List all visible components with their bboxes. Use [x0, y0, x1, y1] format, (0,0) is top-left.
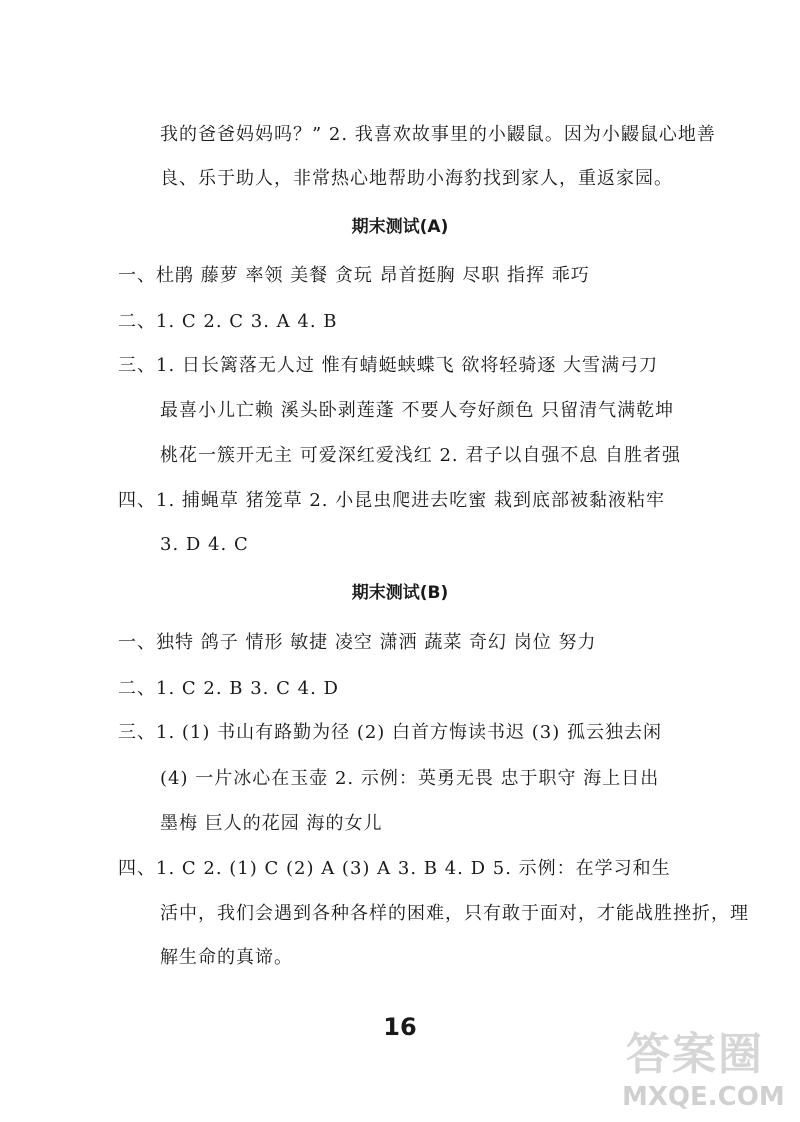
section-b-q4-line2: 活中，我们会遇到各种各样的困难，只有敢于面对，才能战胜挫折，理 — [160, 903, 749, 924]
site-watermark — [622, 1030, 794, 1116]
continued-line-2: 良、乐于助人，非常热心地帮助小海豹找到家人，重返家园。 — [160, 168, 673, 189]
page-number: 16 — [383, 1013, 417, 1041]
section-a-q4-line2: 3. D 4. C — [160, 534, 249, 555]
section-a-q3-line2: 最喜小儿亡赖 溪头卧剥莲蓬 不要人夸好颜色 只留清气满乾坤 — [160, 400, 675, 421]
continued-line-1: 我的爸爸妈妈吗？” 2. 我喜欢故事里的小鼹鼠。因为小鼹鼠心地善 — [160, 124, 716, 145]
section-a-q3-line3: 桃花一簇开无主 可爱深红爱浅红 2. 君子以自强不息 自胜者强 — [160, 445, 682, 466]
section-b-q4-line1: 四、1. C 2. (1) C (2) A (3) A 3. B 4. D 5. 示例：在学习和生 — [118, 858, 671, 879]
watermark-url: MXQE.COM — [622, 1082, 785, 1112]
section-b-q2: 二、1. C 2. B 3. C 4. D — [118, 678, 339, 699]
section-a-q1: 一、杜鹃 藤萝 率领 美餐 贪玩 昂首挺胸 尽职 指挥 乖巧 — [118, 265, 590, 286]
section-b-q4-line3: 解生命的真谛。 — [160, 947, 293, 968]
section-title-b: 期末测试(B) — [351, 583, 449, 603]
section-a-q3-line1: 三、1. 日长篱落无人过 惟有蜻蜓蛱蝶飞 欲将轻骑逐 大雪满弓刀 — [118, 355, 659, 376]
section-a-q2: 二、1. C 2. C 3. A 4. B — [118, 311, 338, 332]
section-title-a: 期末测试(A) — [351, 217, 449, 237]
section-b-q3-line1: 三、1. (1) 书山有路勤为径 (2) 白首方悔读书迟 (3) 孤云独去闲 — [118, 722, 662, 743]
section-a-q4-line1: 四、1. 捕蝇草 猪笼草 2. 小昆虫爬进去吃蜜 栽到底部被黏液粘牢 — [118, 490, 665, 511]
section-b-q3-line3: 墨梅 巨人的花园 海的女儿 — [160, 813, 383, 834]
section-b-q3-line2: (4) 一片冰心在玉壶 2. 示例：英勇无畏 忠于职守 海上日出 — [160, 768, 660, 789]
section-b-q1: 一、独特 鸽子 情形 敏捷 凌空 潇洒 蔬菜 奇幻 岗位 努力 — [118, 632, 597, 653]
watermark-logo: 答案圈 — [626, 1029, 764, 1080]
